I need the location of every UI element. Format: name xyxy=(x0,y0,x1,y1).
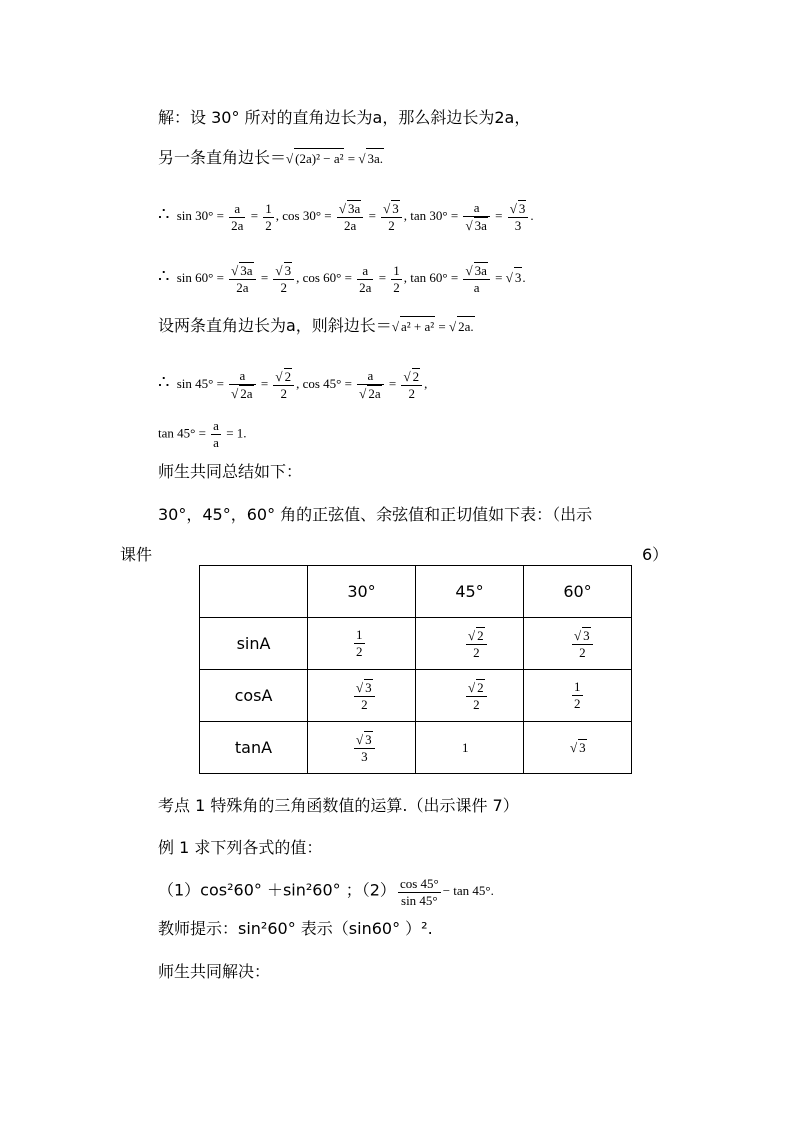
courseware-number: 6） xyxy=(642,545,669,564)
example-1: 例 1 求下列各式的值： xyxy=(158,838,323,857)
cell: √ 3 xyxy=(524,722,632,774)
example-1-items: （1）cos²60° ＋sin²60° ；（2） $\frac{\cos 45^\circ}{\sin 45^\circ}$ − tan 45°. xyxy=(158,876,494,908)
solution-line-1: 解：设 30° 所对的直角边长为a，那么斜边长为2a， xyxy=(158,108,531,127)
cell: √ $\frac{3}{2}$ xyxy=(524,618,632,670)
cell: $\frac{1}{2}$ xyxy=(308,618,416,670)
header-60: 60° xyxy=(524,566,632,618)
fraction: √ $\frac{3}{3}$ xyxy=(508,200,529,234)
cell: √ $\frac{3}{3}$ xyxy=(308,722,416,774)
cell: 1 xyxy=(416,722,524,774)
fraction: √ $\frac{3a}{2a}$ xyxy=(337,200,363,234)
tan45-line: tan 45° = $\frac{a}{a}$ = 1. xyxy=(158,418,247,450)
row-label-tan: tanA xyxy=(200,722,308,774)
row-label-sin: sinA xyxy=(200,618,308,670)
solution-line-5: 设两条直角边长为a，则斜边长＝√ a² + a² = √ 2a. xyxy=(158,316,475,337)
header-30: 30° xyxy=(308,566,416,618)
cell: √ $\frac{3}{2}$ xyxy=(308,670,416,722)
exam-point-1: 考点 1 特殊角的三角函数值的运算.（出示课件 7） xyxy=(158,796,519,815)
fraction: a √ 3a xyxy=(463,200,489,234)
teacher-hint: 教师提示：sin²60° 表示（sin60° ）². xyxy=(158,919,433,938)
table-intro: 30°，45°，60° 角的正弦值、余弦值和正切值如下表：（出示 xyxy=(158,505,593,524)
courseware-label: 课件 xyxy=(120,545,153,564)
header-45: 45° xyxy=(416,566,524,618)
radicand: (2a)² − a² xyxy=(294,148,344,169)
summary-intro: 师生共同总结如下： xyxy=(158,462,303,481)
trig-45-line: ∴ sin 45° = a √ 2a = √ $\frac{2}{2}$ , cos 45° = a √ 2a = √ $\frac{2}{2}$ , xyxy=(158,368,427,402)
cell: $\frac{1}{2}$ xyxy=(524,670,632,722)
trig-60-line: ∴ sin 60° = √ $\frac{3a}{2a}$ = √ $\frac{3}{2}$ , cos 60° = $\frac{a}{2a}$ = $\frac{1}{2}$ , tan 60° = √ $\frac{3a}{a}$ = √ 3. xyxy=(158,262,526,296)
table-row xyxy=(200,618,632,670)
solution-line-2: 另一条直角边长＝√ (2a)² − a² = √ 3a. xyxy=(158,148,384,169)
solve-together: 师生共同解决： xyxy=(158,962,271,981)
table-row xyxy=(200,670,632,722)
trig-30-line: ∴ sin 30° = $\frac{a}{2a}$ = $\frac{1}{2}$ , cos 30° = √ $\frac{3a}{2a}$ = √ $\frac{3}{2}$ , tan 30° = a √ 3a = √ $\frac{3}{3}$ . xyxy=(158,200,534,234)
cell: √ $\frac{2}{2}$ xyxy=(416,618,524,670)
fraction: √ $\frac{3}{2}$ xyxy=(381,200,402,234)
cell: √ $\frac{2}{2}$ xyxy=(416,670,524,722)
trig-values-table xyxy=(199,565,632,774)
row-label-cos: cosA xyxy=(200,670,308,722)
fraction: $\frac{\cos 45^\circ}{\sin 45^\circ}$ xyxy=(399,876,439,908)
line2-prefix: 另一条直角边长＝ xyxy=(158,148,287,167)
table-row xyxy=(200,722,632,774)
fraction: $\frac{1}{2}$ xyxy=(265,200,272,233)
fraction: $\frac{a}{2a}$ xyxy=(231,200,244,233)
table-header-row xyxy=(200,566,632,618)
